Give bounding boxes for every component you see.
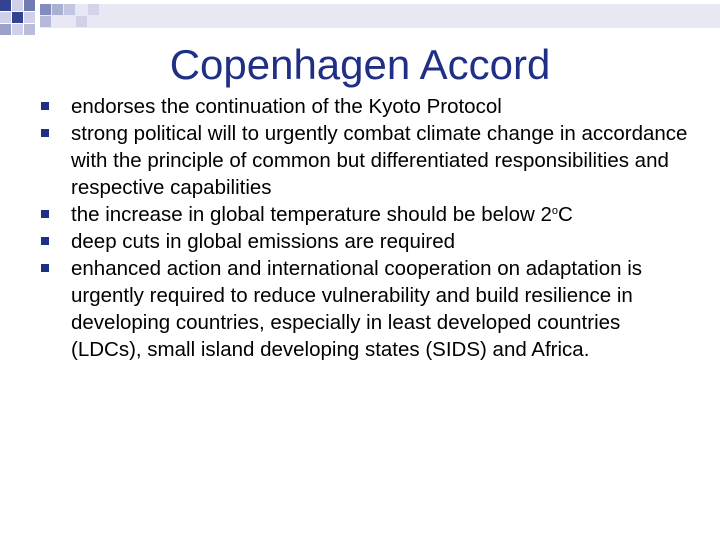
square-bullet-icon (41, 237, 49, 245)
bullet-text-before: the increase in global temperature should be below 2 (71, 203, 552, 226)
square-bullet-icon (41, 129, 49, 137)
bullet-item (38, 201, 688, 228)
bullet-text: deep cuts in global emissions are required (71, 230, 456, 253)
bullet-list (38, 93, 688, 363)
decorative-header-pattern (0, 0, 720, 40)
bullet-text-after: C (558, 203, 573, 226)
degree-superscript: o (551, 205, 559, 217)
bullet-text: endorses the continuation of the Kyoto Protocol (71, 95, 502, 118)
bullet-text: enhanced action and international cooperation on adaptation is urgently required to reduce vulnerability and build resilience in developing countries, especially in least developed countries (LDCs), small island developing states (SIDS) and Africa. (71, 257, 643, 361)
bullet-item (38, 120, 688, 201)
square-bullet-icon (41, 264, 49, 272)
bullet-item (38, 228, 688, 255)
bullet-item (38, 255, 688, 363)
slide-title: Copenhagen Accord (169, 41, 551, 88)
bullet-item (38, 93, 688, 120)
square-bullet-icon (41, 210, 49, 218)
bullet-text: strong political will to urgently combat climate change in accordance with the principle of common but differentiated responsibilities and respective capabilities (71, 122, 688, 199)
square-bullet-icon (41, 102, 49, 110)
